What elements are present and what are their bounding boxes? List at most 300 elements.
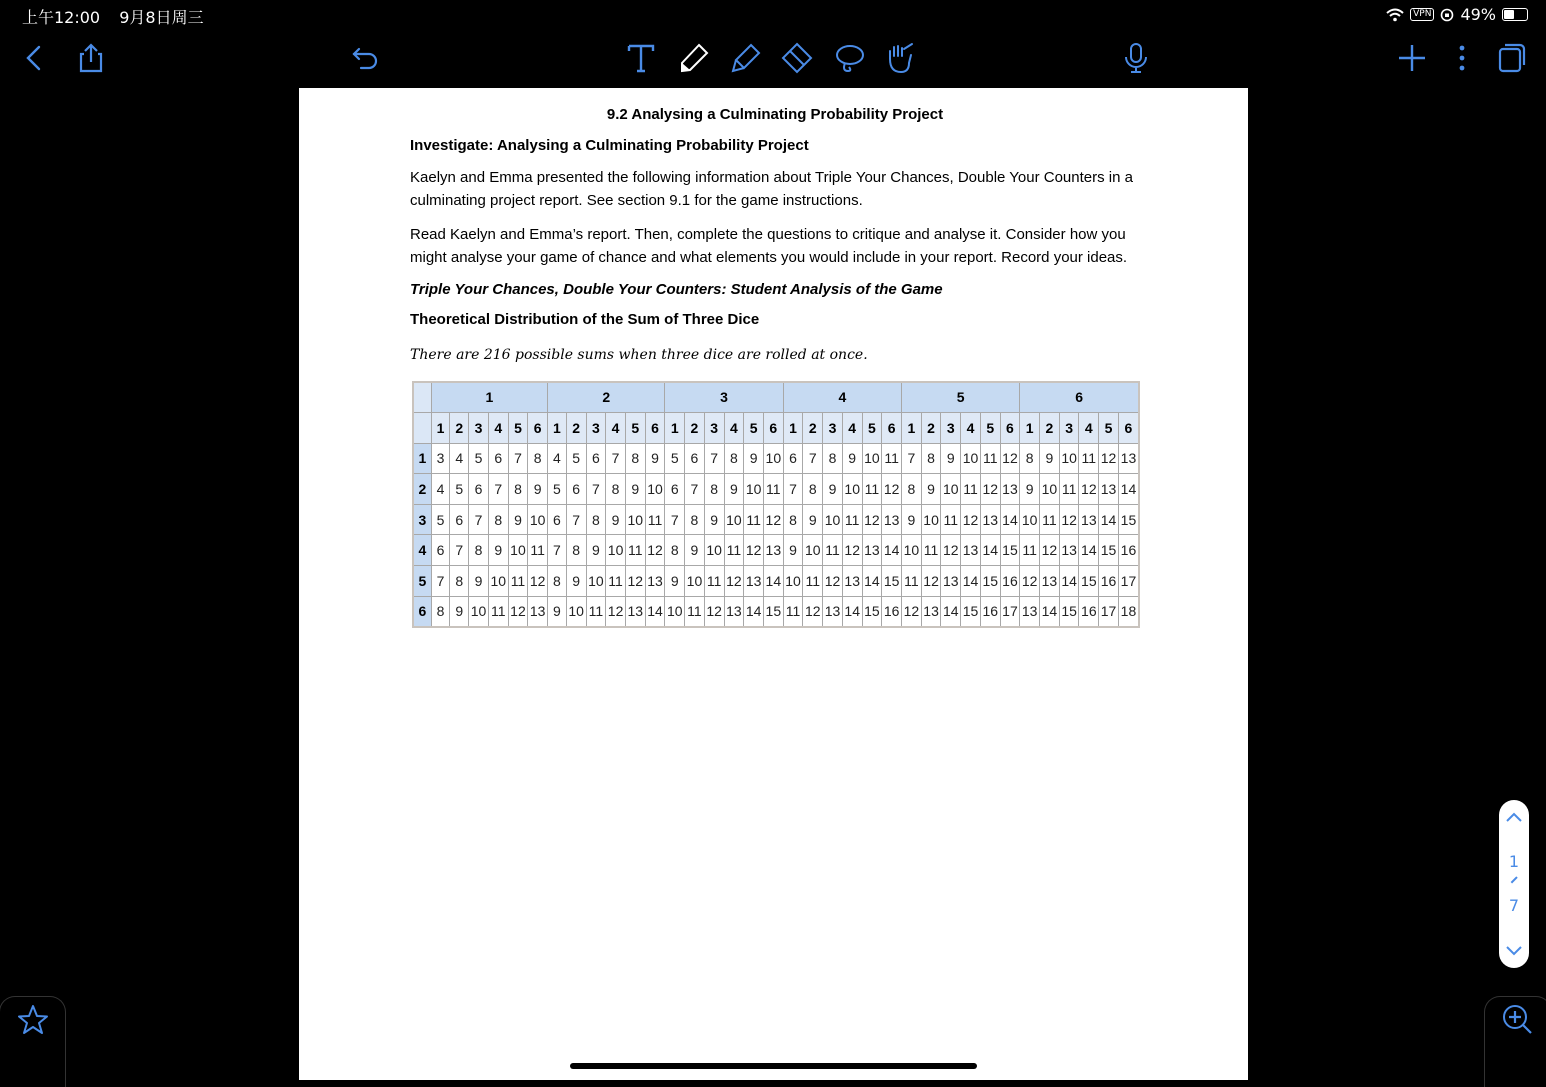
sum-cell: 11 xyxy=(1079,443,1099,474)
sum-cell: 10 xyxy=(763,443,783,474)
sum-cell: 13 xyxy=(961,535,981,566)
sum-cell: 9 xyxy=(921,474,941,505)
sum-cell: 11 xyxy=(862,474,882,505)
undo-icon xyxy=(349,41,383,75)
second-die-header-row xyxy=(413,413,1139,444)
sum-cell: 4 xyxy=(548,443,567,474)
sum-cell: 9 xyxy=(528,474,548,505)
sum-cell: 8 xyxy=(606,474,626,505)
sum-cell: 8 xyxy=(823,443,843,474)
second-die-header: 6 xyxy=(763,413,783,444)
wifi-icon xyxy=(1386,8,1404,22)
sum-cell: 17 xyxy=(1099,596,1119,627)
sum-cell: 12 xyxy=(902,596,922,627)
sum-cell: 12 xyxy=(704,596,724,627)
pages-button[interactable] xyxy=(1489,36,1533,80)
sum-cell: 9 xyxy=(744,443,764,474)
third-die-header: 5 xyxy=(413,566,431,597)
sum-cell: 9 xyxy=(488,535,508,566)
sum-cell: 10 xyxy=(488,566,508,597)
pen-tool-button[interactable] xyxy=(672,36,716,80)
sum-cell: 8 xyxy=(450,566,469,597)
sum-cell: 14 xyxy=(842,596,862,627)
sum-cell: 8 xyxy=(625,443,645,474)
second-die-header: 5 xyxy=(744,413,764,444)
sum-cell: 12 xyxy=(508,596,528,627)
sum-cell: 6 xyxy=(783,443,803,474)
sum-cell: 4 xyxy=(431,474,450,505)
sum-cell: 12 xyxy=(606,596,626,627)
sum-cell: 15 xyxy=(1099,535,1119,566)
sum-cell: 8 xyxy=(566,535,586,566)
eraser-tool-button[interactable] xyxy=(775,36,819,80)
sum-cell: 9 xyxy=(645,443,665,474)
sum-cell: 13 xyxy=(842,566,862,597)
eraser-icon xyxy=(780,41,814,75)
second-die-header: 2 xyxy=(803,413,823,444)
sum-cell: 11 xyxy=(744,504,764,535)
sum-cell: 5 xyxy=(665,443,685,474)
left-bottom-panel xyxy=(0,996,66,1087)
first-die-header: 5 xyxy=(902,382,1020,413)
handwritten-note: There are 216 possible sums when three dice are rolled at once. xyxy=(410,347,868,363)
sum-cell: 3 xyxy=(431,443,450,474)
sum-cell: 11 xyxy=(704,566,724,597)
sum-cell: 13 xyxy=(862,535,882,566)
first-die-header-row xyxy=(413,382,1139,413)
sum-cell: 15 xyxy=(1000,535,1020,566)
sum-cell: 10 xyxy=(921,504,941,535)
sum-cell: 9 xyxy=(450,596,469,627)
sum-cell: 7 xyxy=(803,443,823,474)
share-icon xyxy=(74,41,108,75)
sum-cell: 15 xyxy=(1118,504,1139,535)
sum-cell: 10 xyxy=(1020,504,1040,535)
second-die-header: 1 xyxy=(902,413,922,444)
sum-cell: 12 xyxy=(980,474,1000,505)
sum-cell: 4 xyxy=(450,443,469,474)
sum-cell: 13 xyxy=(823,596,843,627)
sum-cell: 9 xyxy=(548,596,567,627)
second-die-header: 1 xyxy=(548,413,567,444)
sum-cell: 11 xyxy=(941,504,961,535)
sum-cell: 11 xyxy=(586,596,606,627)
sum-cell: 14 xyxy=(1079,535,1099,566)
status-date: 9月8日周三 xyxy=(119,8,204,27)
second-die-header: 6 xyxy=(1000,413,1020,444)
sum-cell: 11 xyxy=(803,566,823,597)
sum-cell: 7 xyxy=(704,443,724,474)
sum-cell: 7 xyxy=(548,535,567,566)
sum-cell: 10 xyxy=(625,504,645,535)
sum-cell: 10 xyxy=(586,566,606,597)
sum-cell: 14 xyxy=(1118,474,1139,505)
undo-button[interactable] xyxy=(344,36,388,80)
sum-cell: 12 xyxy=(1020,566,1040,597)
sum-cell: 7 xyxy=(665,504,685,535)
sum-cell: 12 xyxy=(528,566,548,597)
sum-cell: 12 xyxy=(803,596,823,627)
first-die-header: 2 xyxy=(548,382,665,413)
sum-cell: 15 xyxy=(1079,566,1099,597)
sum-cell: 8 xyxy=(431,596,450,627)
second-die-header: 5 xyxy=(862,413,882,444)
highlighter-icon xyxy=(729,41,763,75)
home-indicator[interactable] xyxy=(570,1063,977,1069)
sum-cell: 11 xyxy=(980,443,1000,474)
orientation-lock-icon xyxy=(1440,8,1454,22)
status-time: 上午12:00 xyxy=(22,8,101,27)
back-icon xyxy=(17,41,51,75)
sum-cell: 9 xyxy=(823,474,843,505)
sum-cell: 11 xyxy=(961,474,981,505)
second-die-header: 5 xyxy=(625,413,645,444)
first-die-header: 4 xyxy=(783,382,901,413)
second-die-header: 3 xyxy=(823,413,843,444)
sum-cell: 9 xyxy=(586,535,606,566)
sum-cell: 12 xyxy=(763,504,783,535)
page-down-icon[interactable] xyxy=(1504,940,1524,960)
sum-cell: 7 xyxy=(431,566,450,597)
sum-cell: 5 xyxy=(450,474,469,505)
sum-cell: 11 xyxy=(823,535,843,566)
sum-cell: 13 xyxy=(1000,474,1020,505)
sum-cell: 11 xyxy=(1020,535,1040,566)
second-die-header: 2 xyxy=(566,413,586,444)
second-die-header: 4 xyxy=(1079,413,1099,444)
sum-cell: 10 xyxy=(1059,443,1079,474)
sum-cell: 7 xyxy=(902,443,922,474)
sum-cell: 9 xyxy=(902,504,922,535)
sum-cell: 13 xyxy=(1020,596,1040,627)
sum-cell: 13 xyxy=(1118,443,1139,474)
sum-cell: 11 xyxy=(1040,504,1060,535)
sum-cell: 5 xyxy=(431,504,450,535)
sum-cell: 12 xyxy=(1099,443,1119,474)
sum-cell: 10 xyxy=(823,504,843,535)
sum-cell: 8 xyxy=(508,474,528,505)
sum-cell: 11 xyxy=(508,566,528,597)
second-die-header: 3 xyxy=(704,413,724,444)
instructions-paragraph: Read Kaelyn and Emma’s report. Then, complete the questions to critique and analyse it. Consider how you might analyse your game of chance and what elements you would include in your report. Record your ideas. xyxy=(410,226,1128,266)
sum-cell: 14 xyxy=(1000,504,1020,535)
first-die-header: 3 xyxy=(665,382,783,413)
sum-cell: 10 xyxy=(783,566,803,597)
sum-cell: 7 xyxy=(488,474,508,505)
sum-cell: 9 xyxy=(704,504,724,535)
zoom-in-icon[interactable] xyxy=(1500,1002,1534,1036)
sum-cell: 6 xyxy=(548,504,567,535)
second-die-header: 2 xyxy=(685,413,705,444)
investigate-heading: Investigate: Analysing a Culminating Probability Project xyxy=(410,137,809,154)
sum-cell: 8 xyxy=(704,474,724,505)
sum-cell: 9 xyxy=(803,504,823,535)
sum-cell: 6 xyxy=(488,443,508,474)
second-die-header: 3 xyxy=(941,413,961,444)
section-heading: Theoretical Distribution of the Sum of Three Dice xyxy=(410,311,760,328)
sum-cell: 9 xyxy=(508,504,528,535)
sum-cell: 14 xyxy=(882,535,902,566)
sum-cell: 10 xyxy=(803,535,823,566)
page-navigator xyxy=(1499,800,1529,968)
sum-cell: 13 xyxy=(1079,504,1099,535)
toolbar xyxy=(0,30,1546,88)
sum-cell: 13 xyxy=(1040,566,1060,597)
second-die-header: 3 xyxy=(469,413,489,444)
sum-cell: 7 xyxy=(508,443,528,474)
battery-icon xyxy=(1502,8,1528,21)
document-content xyxy=(410,106,1140,628)
sum-cell: 18 xyxy=(1118,596,1139,627)
second-die-header: 4 xyxy=(606,413,626,444)
more-icon xyxy=(1445,41,1479,75)
second-die-header: 4 xyxy=(724,413,744,444)
report-title: Triple Your Chances, Double Your Counters: Student Analysis of the Game xyxy=(410,281,943,298)
sum-cell: 8 xyxy=(665,535,685,566)
sum-cell: 8 xyxy=(921,443,941,474)
sum-cell: 12 xyxy=(1040,535,1060,566)
sum-cell: 12 xyxy=(724,566,744,597)
sum-cell: 10 xyxy=(862,443,882,474)
sum-cell: 6 xyxy=(431,535,450,566)
sum-cell: 8 xyxy=(548,566,567,597)
battery-percent: 49% xyxy=(1460,5,1496,24)
sum-cell: 10 xyxy=(566,596,586,627)
sum-cell: 8 xyxy=(803,474,823,505)
sum-cell: 8 xyxy=(488,504,508,535)
sum-cell: 14 xyxy=(1099,504,1119,535)
sum-cell: 9 xyxy=(625,474,645,505)
sum-cell: 10 xyxy=(961,443,981,474)
sum-cell: 8 xyxy=(783,504,803,535)
second-die-header: 2 xyxy=(450,413,469,444)
sum-cell: 13 xyxy=(980,504,1000,535)
second-die-header: 4 xyxy=(842,413,862,444)
second-die-header: 2 xyxy=(1040,413,1060,444)
sum-cell: 7 xyxy=(606,443,626,474)
second-die-header: 3 xyxy=(1059,413,1079,444)
sum-cell: 14 xyxy=(1040,596,1060,627)
sum-cell: 8 xyxy=(469,535,489,566)
sum-cell: 9 xyxy=(606,504,626,535)
sum-cell: 13 xyxy=(724,596,744,627)
table-row xyxy=(413,443,1139,474)
sum-cell: 11 xyxy=(763,474,783,505)
sum-cell: 7 xyxy=(783,474,803,505)
sum-cell: 17 xyxy=(1000,596,1020,627)
second-die-header: 2 xyxy=(921,413,941,444)
sum-cell: 10 xyxy=(941,474,961,505)
table-row xyxy=(413,566,1139,597)
sum-cell: 12 xyxy=(862,504,882,535)
table-row xyxy=(413,504,1139,535)
sum-cell: 7 xyxy=(566,504,586,535)
doc-title: 9.2 Analysing a Culminating Probability Project xyxy=(606,106,944,123)
sum-cell: 8 xyxy=(685,504,705,535)
sum-cell: 12 xyxy=(941,535,961,566)
add-button[interactable] xyxy=(1390,36,1434,80)
sum-cell: 14 xyxy=(645,596,665,627)
sum-cell: 15 xyxy=(961,596,981,627)
third-die-header: 2 xyxy=(413,474,431,505)
sum-cell: 11 xyxy=(724,535,744,566)
sum-cell: 11 xyxy=(685,596,705,627)
sum-cell: 7 xyxy=(586,474,606,505)
pages-icon xyxy=(1494,41,1528,75)
sum-cell: 9 xyxy=(941,443,961,474)
sum-cell: 12 xyxy=(961,504,981,535)
back-button[interactable] xyxy=(12,36,56,80)
current-page: 1 xyxy=(1508,852,1520,871)
sum-cell: 15 xyxy=(882,566,902,597)
sum-cell: 15 xyxy=(763,596,783,627)
sum-cell: 14 xyxy=(862,566,882,597)
sum-cell: 11 xyxy=(902,566,922,597)
sum-cell: 11 xyxy=(1059,474,1079,505)
sum-cell: 13 xyxy=(882,504,902,535)
sum-cell: 10 xyxy=(606,535,626,566)
sum-cell: 12 xyxy=(882,474,902,505)
third-die-header: 6 xyxy=(413,596,431,627)
sum-cell: 12 xyxy=(823,566,843,597)
sum-cell: 15 xyxy=(1059,596,1079,627)
sum-cell: 14 xyxy=(763,566,783,597)
third-die-header: 4 xyxy=(413,535,431,566)
sum-cell: 13 xyxy=(1059,535,1079,566)
sum-cell: 9 xyxy=(1040,443,1060,474)
hand-tool-button[interactable] xyxy=(877,36,921,80)
highlighter-tool-button[interactable] xyxy=(724,36,768,80)
sum-cell: 7 xyxy=(469,504,489,535)
sum-cell: 16 xyxy=(1000,566,1020,597)
sum-cell: 11 xyxy=(606,566,626,597)
document-page[interactable] xyxy=(299,88,1248,1080)
sum-cell: 6 xyxy=(450,504,469,535)
sum-cell: 8 xyxy=(902,474,922,505)
sum-cell: 14 xyxy=(1059,566,1079,597)
sum-cell: 10 xyxy=(528,504,548,535)
sum-cell: 6 xyxy=(566,474,586,505)
first-die-header: 6 xyxy=(1020,382,1139,413)
sum-cell: 5 xyxy=(566,443,586,474)
second-die-header: 1 xyxy=(783,413,803,444)
sum-cell: 14 xyxy=(961,566,981,597)
sum-cell: 9 xyxy=(665,566,685,597)
sum-cell: 11 xyxy=(625,535,645,566)
second-die-header: 6 xyxy=(645,413,665,444)
page-up-icon[interactable] xyxy=(1504,808,1524,828)
sum-cell: 9 xyxy=(1020,474,1040,505)
share-button[interactable] xyxy=(69,36,113,80)
sum-cell: 10 xyxy=(724,504,744,535)
sum-cell: 12 xyxy=(1000,443,1020,474)
sum-cell: 16 xyxy=(980,596,1000,627)
right-bottom-panel xyxy=(1484,996,1546,1087)
sum-cell: 12 xyxy=(744,535,764,566)
intro-paragraph: Kaelyn and Emma presented the following information about Triple Your Chances, Double Your Counters in a culminating project report. See section 9.1 for the game instructions. xyxy=(410,169,1133,209)
second-die-header: 5 xyxy=(980,413,1000,444)
sum-cell: 9 xyxy=(685,535,705,566)
second-die-header: 1 xyxy=(665,413,685,444)
sum-cell: 17 xyxy=(1118,566,1139,597)
dice-sum-table xyxy=(412,381,1140,629)
text-tool-button[interactable] xyxy=(619,36,663,80)
sum-cell: 13 xyxy=(1099,474,1119,505)
sum-cell: 14 xyxy=(941,596,961,627)
sum-cell: 5 xyxy=(469,443,489,474)
sum-cell: 6 xyxy=(685,443,705,474)
sum-cell: 9 xyxy=(842,443,862,474)
second-die-header: 5 xyxy=(1099,413,1119,444)
sum-cell: 11 xyxy=(783,596,803,627)
sum-cell: 11 xyxy=(488,596,508,627)
sum-cell: 14 xyxy=(744,596,764,627)
sum-cell: 9 xyxy=(724,474,744,505)
second-die-header: 3 xyxy=(586,413,606,444)
sum-cell: 10 xyxy=(842,474,862,505)
sum-cell: 10 xyxy=(704,535,724,566)
text-tool-icon xyxy=(624,41,658,75)
sum-cell: 7 xyxy=(450,535,469,566)
sum-cell: 9 xyxy=(469,566,489,597)
sum-cell: 12 xyxy=(625,566,645,597)
more-button[interactable] xyxy=(1440,36,1484,80)
sum-cell: 13 xyxy=(528,596,548,627)
sum-cell: 10 xyxy=(1040,474,1060,505)
microphone-icon xyxy=(1119,41,1153,75)
lasso-icon xyxy=(832,41,866,75)
sum-cell: 12 xyxy=(842,535,862,566)
sum-cell: 13 xyxy=(763,535,783,566)
third-die-header: 1 xyxy=(413,443,431,474)
lasso-tool-button[interactable] xyxy=(827,36,871,80)
sum-cell: 16 xyxy=(1079,596,1099,627)
sum-cell: 16 xyxy=(1099,566,1119,597)
vpn-badge: VPN xyxy=(1410,8,1434,21)
sum-cell: 12 xyxy=(1079,474,1099,505)
add-icon xyxy=(1395,41,1429,75)
sum-cell: 14 xyxy=(980,535,1000,566)
sum-cell: 12 xyxy=(645,535,665,566)
sum-cell: 7 xyxy=(685,474,705,505)
sum-cell: 16 xyxy=(882,596,902,627)
sum-cell: 11 xyxy=(842,504,862,535)
second-die-header: 6 xyxy=(528,413,548,444)
sum-cell: 10 xyxy=(469,596,489,627)
sum-cell: 11 xyxy=(528,535,548,566)
page-separator xyxy=(1511,876,1518,883)
second-die-header: 4 xyxy=(961,413,981,444)
table-row xyxy=(413,474,1139,505)
sum-cell: 13 xyxy=(744,566,764,597)
favorite-star-icon[interactable] xyxy=(16,1003,50,1037)
sum-cell: 8 xyxy=(1020,443,1040,474)
sum-cell: 11 xyxy=(882,443,902,474)
sum-cell: 8 xyxy=(586,504,606,535)
table-corner xyxy=(413,413,431,444)
sum-cell: 12 xyxy=(1059,504,1079,535)
record-audio-button[interactable] xyxy=(1114,36,1158,80)
sum-cell: 15 xyxy=(862,596,882,627)
table-row xyxy=(413,535,1139,566)
table-corner xyxy=(413,382,431,413)
sum-cell: 10 xyxy=(685,566,705,597)
sum-cell: 8 xyxy=(724,443,744,474)
sum-cell: 13 xyxy=(941,566,961,597)
third-die-header: 3 xyxy=(413,504,431,535)
status-bar xyxy=(0,0,1546,30)
table-row xyxy=(413,596,1139,627)
